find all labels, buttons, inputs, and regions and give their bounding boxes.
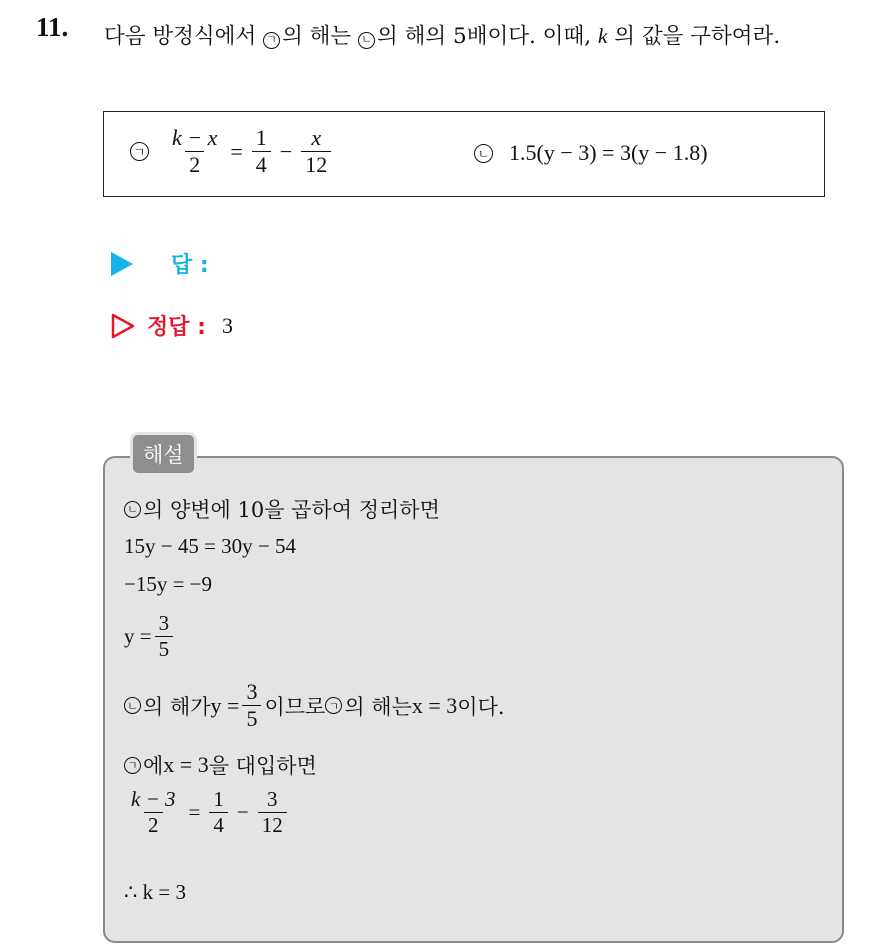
solution-line-7: $\frac{k - 3}{2}$ = $\frac{1}{4}$ − $\frac{3}{12}$ <box>124 788 290 837</box>
play-triangle-icon <box>111 252 133 276</box>
circle-giyeok-icon: ㄱ <box>325 697 342 714</box>
correct-answer-label: 정답 : <box>147 315 206 340</box>
solution-line-2: 15y − 45 = 30y − 54 <box>124 534 297 558</box>
answer-label: 답 : <box>171 253 209 278</box>
circle-giyeok-icon: ㄱ <box>263 32 280 49</box>
question-number: 11. <box>36 12 69 42</box>
equation-box <box>103 111 825 197</box>
circle-nieun-icon: ㄴ <box>474 144 493 163</box>
solution-line-4: y = $\frac{3}{5}$ <box>124 612 176 661</box>
solution-line-5: ㄴ 의 해가 y = $\frac{3}{5}$ 이므로 ㄱ 의 해는 x = 3 이다. <box>124 680 505 731</box>
fraction: $\frac{1}{4}$ <box>252 126 271 177</box>
answer-row <box>111 248 209 279</box>
fraction: $\frac{3}{5}$ <box>155 612 174 661</box>
fraction: $\frac{k - 3}{2}$ <box>131 787 176 838</box>
circle-giyeok-icon: ㄱ <box>124 757 141 774</box>
outline-triangle-icon <box>111 313 135 339</box>
circle-nieun-icon: ㄴ <box>124 697 141 714</box>
solution-line-1: ㄴ 의 양변에 10을 곱하여 정리하면 <box>124 494 440 524</box>
circle-nieun-icon: ㄴ <box>358 32 375 49</box>
solution-line-8: ∴ k = 3 <box>124 880 186 904</box>
solution-tag: 해설 <box>130 432 197 476</box>
equation-1: ㄱ $\frac{k - x}{2}$ = $\frac{1}{4}$ − $\frac{x}{12}$ <box>130 126 334 177</box>
solution-line-6: ㄱ 에 x = 3 을 대입하면 <box>124 750 317 780</box>
fraction: $\frac{1}{4}$ <box>209 788 228 837</box>
fraction: $\frac{3}{12}$ <box>258 788 287 837</box>
circle-nieun-icon: ㄴ <box>124 501 141 518</box>
fraction: $\frac{k - x}{2}$ <box>172 125 218 178</box>
correct-answer-value: 3 <box>221 312 233 338</box>
correct-answer-row <box>111 310 233 341</box>
circle-giyeok-icon: ㄱ <box>130 142 149 161</box>
fraction: $\frac{x}{12}$ <box>301 126 331 177</box>
fraction: $\frac{3}{5}$ <box>242 680 261 731</box>
question-text: 다음 방정식에서 ㄱ 의 해는 ㄴ 의 해의 5배이다. 이때, k 의 값을 구하여라. <box>104 24 781 49</box>
equation-2: ㄴ 1.5(y − 3) = 3(y − 1.8) <box>474 140 708 166</box>
solution-line-3: −15y = −9 <box>124 572 213 596</box>
